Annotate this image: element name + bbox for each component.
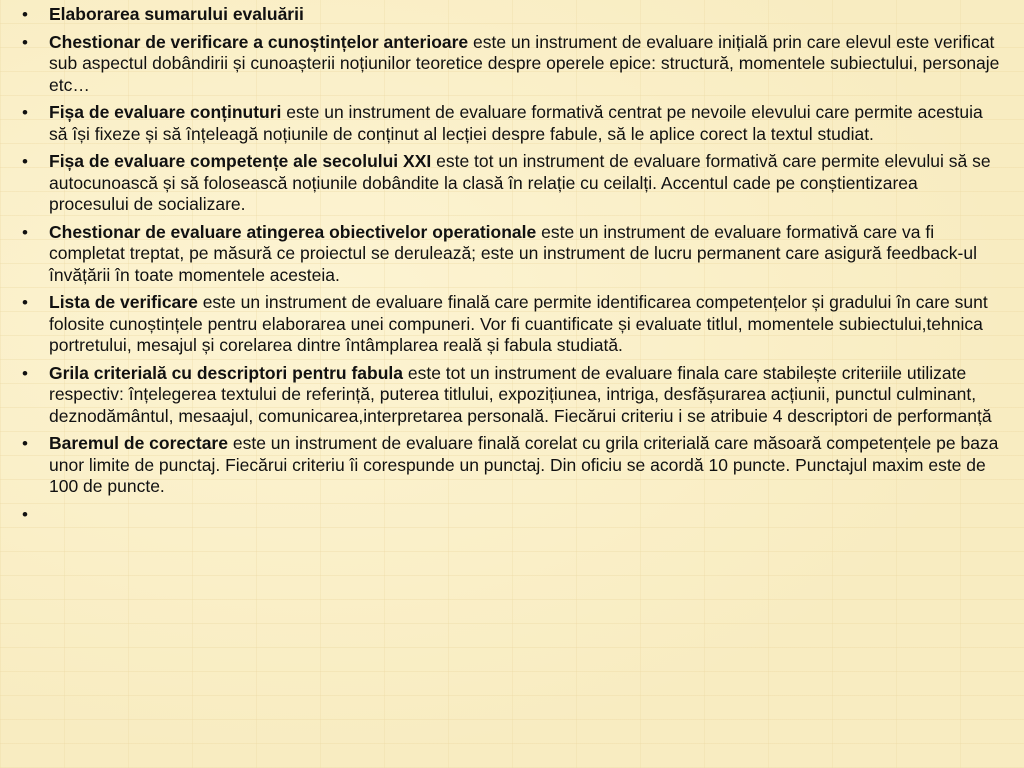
bullet-item-empty (18, 504, 1002, 526)
bullet-term: Baremul de corectare (49, 433, 228, 453)
bullet-list (18, 4, 1002, 525)
bullet-term: Chestionar de evaluare atingerea obiectivelor operationale (49, 221, 537, 242)
bullet-text: este un instrument de evaluare formativă care va fi completat treptat, pe măsură ce proiectul se derulează; este un instrument de lucru permanent care asigură feedback-ul învățării în toate momentele acesteia. (49, 221, 978, 285)
bullet-dot-icon: • (22, 222, 28, 242)
bullet-term: Fișa de evaluare conținuturi (49, 102, 282, 122)
bullet-dot-icon: • (22, 32, 28, 52)
bullet-item (18, 4, 1002, 26)
bullet-item (18, 102, 1002, 145)
bullet-dot-icon: • (22, 5, 28, 24)
bullet-item (18, 32, 1002, 97)
bullet-term: Lista de verificare (49, 292, 198, 312)
bullet-text: este un instrument de evaluare finală corelat cu grila criterială care măsoară competențele pe baza unor limite de punctaj. Fiecărui criteriu îi corespunde un punctaj. Din oficiu se acordă 10 puncte. Punctajul maxim este de 100 de puncte. (49, 433, 999, 496)
bullet-dot-icon: • (22, 504, 28, 524)
bullet-item (18, 151, 1002, 216)
bullet-dot-icon: • (22, 103, 28, 122)
bullet-item (18, 433, 1002, 498)
bullet-term: Chestionar de verificare a cunoștințelor anterioare (49, 31, 469, 52)
bullet-dot-icon: • (22, 434, 28, 453)
bullet-dot-icon: • (22, 363, 28, 383)
bullet-text: este tot un instrument de evaluare finala care stabilește criteriile utilizate respectiv: înțelegerea textului de referință, puterea titlului, expozițiunea, intriga, desfășurarea acțiunii, punctul culminant, deznodământul, mesaajul, comunicarea,interpretarea personală. Fiecărui criteriu i se atribuie 4 descriptori de performanță (49, 362, 992, 426)
bullet-term: Grila criterială cu descriptori pentru fabula (49, 362, 403, 383)
bullet-text: este un instrument de evaluare finală care permite identificarea competențelor și gradului în care sunt folosite cunoștințele pentru elaborarea unei compuneri. Vor fi cuantificate și evaluate titlul, momentele subiectului,tehnica portretului, mesajul și corelarea dintre întâmplarea reală și fabula studiată. (49, 292, 988, 355)
bullet-item (18, 292, 1002, 357)
bullet-item (18, 363, 1002, 428)
bullet-text: este un instrument de evaluare inițială prin care elevul este verificat sub aspectul dobândirii și cunoașterii noțiunilor teoretice despre operele epice: structură, momentele subiectului, personaje etc… (49, 31, 1000, 95)
bullet-term: Fișa de evaluare competențe ale secolului XXI (49, 151, 432, 171)
bullet-text: este un instrument de evaluare formativă centrat pe nevoile elevului care permite acestuia să își fixeze și să înțeleagă noțiunile de conținut al lecției despre fabule, să le aplice corect la textul studiat. (49, 102, 983, 144)
bullet-dot-icon: • (22, 152, 28, 171)
bullet-text: este tot un instrument de evaluare formativă care permite elevului să se autocunoască și să folosească noțiunile dobândite la clasă în relație cu ceilalți. Accentul cade pe conștientizarea procesului de socializare. (49, 151, 991, 214)
bullet-term: Elaborarea sumarului evaluării (49, 4, 304, 24)
bullet-dot-icon: • (22, 293, 28, 312)
bullet-item (18, 222, 1002, 287)
